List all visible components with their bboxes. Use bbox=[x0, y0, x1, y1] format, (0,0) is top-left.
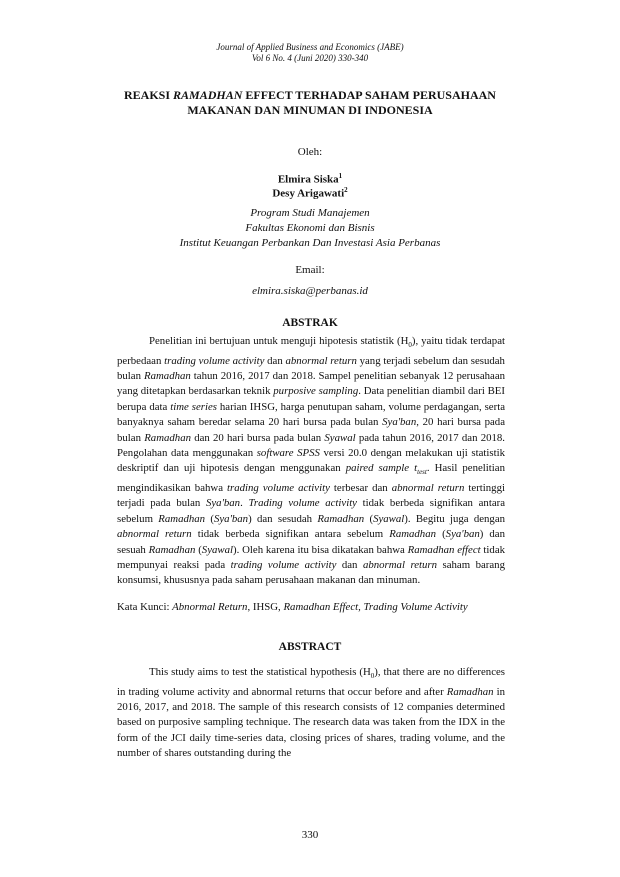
text-run: Ramadhan effect bbox=[407, 543, 481, 556]
keywords-line bbox=[117, 600, 517, 615]
text-run: Sya'ban bbox=[213, 512, 249, 525]
text-run: Penelitian ini bertujuan untuk menguji hipotesis statistik (H bbox=[149, 335, 409, 347]
text-run: abnormal return bbox=[117, 528, 192, 541]
text-run: Ramadhan bbox=[389, 528, 437, 541]
text-run: . bbox=[240, 497, 249, 510]
text-run: test bbox=[417, 468, 427, 477]
affiliation-faculty: Fakultas Ekonomi dan Bisnis bbox=[245, 222, 375, 234]
affiliation-program: Program Studi Manajemen bbox=[250, 207, 370, 219]
text-run: dan bbox=[336, 559, 363, 571]
text-run: This study aims to test the statistical hypothesis (H bbox=[149, 666, 371, 678]
text-run: paired sample t bbox=[345, 462, 418, 475]
text-run: Ramadhan bbox=[144, 431, 191, 444]
text-run: Syawal bbox=[201, 543, 233, 556]
text-run: tidak berbeda signifikan antara sebelum bbox=[191, 528, 390, 541]
page-number: 330 bbox=[301, 829, 319, 841]
author-2: Desy Arigawati$^2$ bbox=[272, 186, 348, 200]
paper-title: REAKSI RAMADHAN EFFECT TERHADAP SAHAM PERUSAHAAN MAKANAN DAN MINUMAN DI INDONESIA bbox=[124, 88, 496, 117]
text-run: tidak berbeda signifikan antara sebelum bbox=[117, 497, 506, 525]
abstrak-paragraph bbox=[117, 334, 505, 589]
text-run: dan 20 hari bursa pada bulan bbox=[191, 431, 325, 444]
text-run: saham barang konsumsi, khususnya pada saham perusahaan makanan dan minuman. bbox=[117, 559, 505, 587]
text-run: 0 bbox=[370, 672, 375, 681]
abstract-paragraph bbox=[117, 665, 505, 762]
abstrak-body bbox=[117, 334, 505, 589]
text-run: software SPSS bbox=[256, 447, 320, 459]
text-run: ) dan sesuah bbox=[117, 528, 505, 556]
abstract-body bbox=[117, 665, 505, 762]
text-run: 0 bbox=[408, 341, 412, 350]
email-label: Email: bbox=[295, 264, 325, 276]
text-run: Abnormal Return bbox=[172, 601, 248, 613]
text-run: abnormal return bbox=[285, 354, 357, 367]
oleh-label: Oleh: bbox=[297, 146, 323, 158]
text-run: harian IHSG, harga penutupan saham, volume perdagangan, serta banyaknya saham beredar selama 20 hari bursa pada bulan bbox=[117, 400, 505, 429]
text-run: dan bbox=[264, 354, 286, 367]
text-run: yang terjadi sebelum dan sesudah bulan bbox=[117, 354, 505, 382]
text-run: Ramadhan bbox=[158, 512, 206, 525]
text-run: ). Begitu juga dengan bbox=[404, 512, 506, 525]
text-run: pada tahun 2016, 2017 dan 2018. Pengolahan data menggunakan bbox=[117, 431, 506, 459]
text-run: Syawal bbox=[324, 431, 356, 444]
text-run: ( bbox=[205, 512, 214, 525]
keywords-label: Kata Kunci: bbox=[117, 601, 173, 613]
text-run: purposive sampling bbox=[273, 385, 359, 398]
text-run: ), that there are no differences in trading volume activity and abnormal returns that occur before and after bbox=[117, 666, 505, 698]
text-run: ) dan sesudah bbox=[248, 512, 318, 525]
text-run: trading volume activity bbox=[164, 354, 265, 367]
text-run: time series bbox=[170, 400, 217, 413]
text-run: ( bbox=[364, 512, 374, 525]
abstract-heading: ABSTRACT bbox=[278, 641, 342, 653]
email-address: elmira.siska@perbanas.id bbox=[252, 285, 368, 297]
text-run: Ramadhan bbox=[317, 512, 365, 525]
text-run: Ramadhan bbox=[446, 685, 494, 698]
text-run: tahun 2016, 2017 dan 2018. Sampel penelitian sebanyak 12 perusahaan yang ditetapkan berdasarkan teknik bbox=[117, 369, 506, 398]
text-run: ( bbox=[436, 528, 446, 541]
abstrak-heading: ABSTRAK bbox=[282, 317, 338, 329]
text-run: Ramadhan Effect, Trading Volume Activity bbox=[283, 601, 468, 613]
text-run: tidak mempunyai reaksi pada bbox=[117, 543, 506, 571]
text-run: Sya'ban bbox=[445, 528, 480, 541]
text-run: ), yaitu tidak terdapat perbedaan bbox=[117, 335, 505, 367]
text-run: Syawal bbox=[373, 512, 405, 525]
text-run: tertinggi terjadi pada bulan bbox=[117, 481, 505, 510]
text-run: , 20 hari bursa pada bulan bbox=[117, 416, 505, 444]
text-run: abnormal return bbox=[362, 559, 438, 571]
text-run: , IHSG, bbox=[247, 601, 284, 613]
text-run: terbesar dan bbox=[329, 481, 392, 494]
text-run: Ramadhan bbox=[144, 369, 191, 382]
text-run: versi 20.0 dengan melakukan uji statistik deskriptif dan uji hipotesis dengan menggunakan bbox=[117, 447, 505, 475]
text-run: trading volume activity bbox=[230, 559, 337, 571]
journal-name: Journal of Applied Business and Economics (JABE) bbox=[216, 42, 404, 52]
text-run: trading volume activity bbox=[227, 481, 330, 494]
text-run: ( bbox=[195, 543, 202, 556]
text-run: . Data penelitian diambil dari BEI berupa data bbox=[117, 385, 505, 413]
keywords-list bbox=[172, 601, 468, 613]
text-run: . Hasil penelitian mengindikasikan bahwa bbox=[117, 462, 505, 494]
affiliation-institute: Institut Keuangan Perbankan Dan Investasi Asia Perbanas bbox=[179, 237, 441, 249]
text-run: in 2016, 2017, and 2018. The sample of this research consists of 12 companies determined based on purposive sampling technique. The research data was taken from the IDX in the form of the JCI daily time-series data, closing prices of shares, trading volume, and the number of shares outstanding during the bbox=[117, 685, 505, 760]
text-run: Sya'ban bbox=[382, 416, 417, 429]
text-run: Ramadhan bbox=[148, 543, 196, 556]
text-run: ). Oleh karena itu bisa dikatakan bahwa bbox=[233, 543, 408, 556]
author-1: Elmira Siska$^1$ bbox=[277, 172, 343, 186]
journal-volume: Vol 6 No. 4 (Juni 2020) 330-340 bbox=[251, 53, 369, 63]
text-run: abnormal return bbox=[391, 481, 465, 494]
text-run: Sya'ban bbox=[205, 497, 241, 510]
text-run: Trading volume activity bbox=[248, 497, 357, 510]
